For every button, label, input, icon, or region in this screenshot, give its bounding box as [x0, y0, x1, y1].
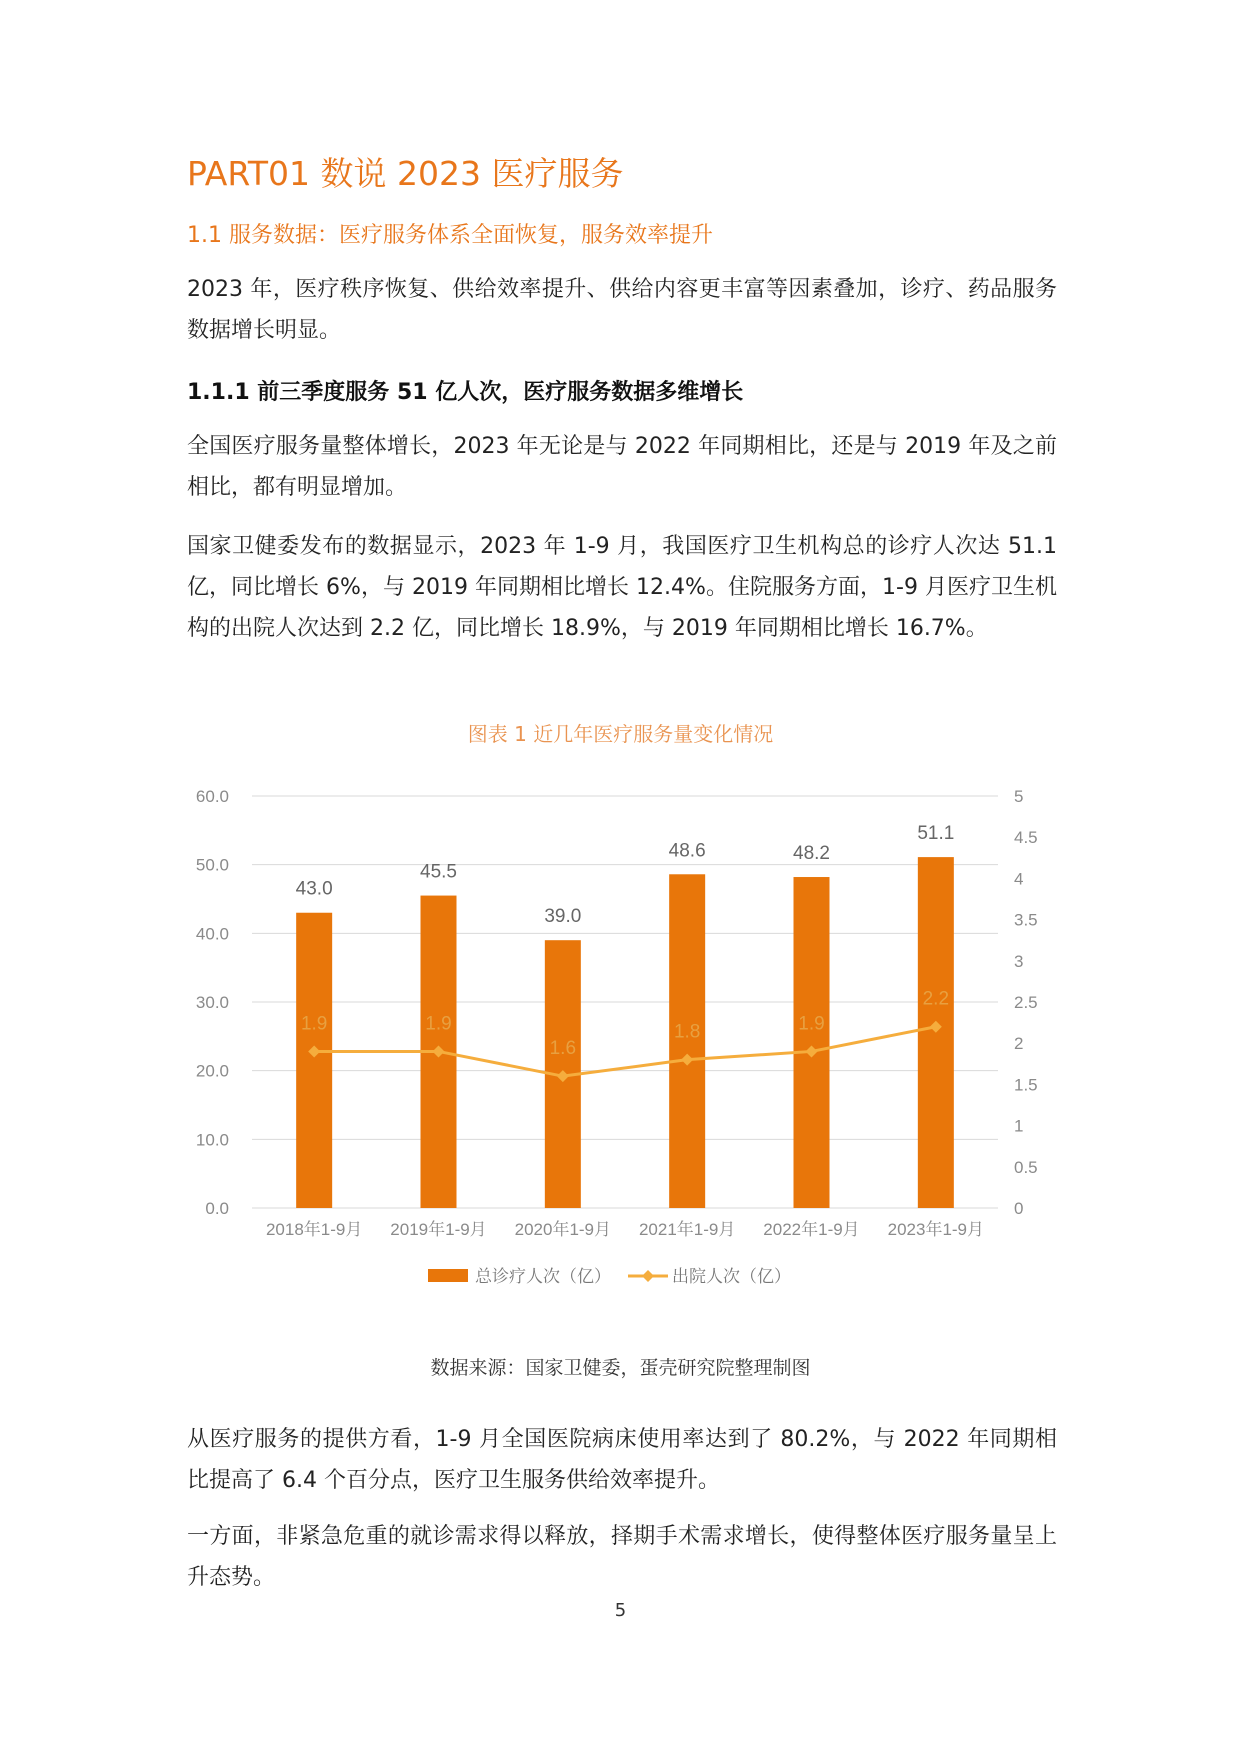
line-data-label: 1.9 [425, 1013, 452, 1035]
bar-data-label: 48.6 [668, 840, 706, 862]
y-right-tick-label: 2 [1014, 1034, 1024, 1054]
y-right-tick-label: 4.5 [1014, 828, 1038, 848]
y-right-tick-label: 4 [1014, 869, 1024, 889]
bar-data-label: 45.5 [420, 861, 457, 883]
figure-caption: 图表 1 近几年医疗服务量变化情况 [467, 722, 774, 746]
bar [296, 913, 332, 1208]
legend-bar-label: 总诊疗人次（亿） [475, 1267, 611, 1287]
page-number: 5 [614, 1600, 627, 1621]
paragraph-nhc-data: 国家卫健委发布的数据显示，2023 年 1-9 月，我国医疗卫生机构总的诊疗人次达 51.1 亿，同比增长 6%，与 2019 年同期相比增长 12.4%。住院服务方面，1-9 月医疗卫生机构的出院人次达到 2.2 亿，同比增长 18.9%，与 2019 年同期相比增长 16.7%。 [187, 534, 1057, 641]
y-right-tick-label: 1 [1014, 1116, 1024, 1136]
y-left-tick-label: 20.0 [195, 1061, 229, 1081]
part-title: PART01 数说 2023 医疗服务 [187, 154, 624, 193]
medical-service-chart [190, 775, 1050, 1295]
x-category-label: 2019年1-9月 [390, 1220, 487, 1239]
line-data-label: 1.9 [798, 1013, 825, 1035]
chart-legend [428, 1267, 791, 1287]
y-left-tick-label: 50.0 [195, 855, 229, 875]
y-right-tick-label: 0.5 [1014, 1157, 1038, 1177]
x-category-label: 2018年1-9月 [265, 1220, 363, 1239]
bar-data-label: 39.0 [544, 906, 582, 928]
paragraph-bed-usage: 从医疗服务的提供方看，1-9 月全国医院病床使用率达到了 80.2%，与 2022 年同期相比提高了 6.4 个百分点，医疗卫生服务供给效率提升。 [187, 1427, 1057, 1493]
paragraph-intro: 2023 年，医疗秩序恢复、供给效率提升、供给内容更丰富等因素叠加，诊疗、药品服务数据增长明显。 [187, 277, 1057, 343]
legend-line-label: 出院人次（亿） [672, 1267, 791, 1287]
x-category-label: 2021年1-9月 [638, 1220, 736, 1239]
y-right-tick-label: 3 [1014, 951, 1024, 971]
x-category-label: 2022年1-9月 [763, 1220, 860, 1239]
line-data-label: 2.2 [922, 988, 950, 1010]
legend-line-marker [642, 1270, 654, 1282]
y-left-tick-label: 10.0 [195, 1130, 229, 1150]
y-left-tick-label: 60.0 [195, 787, 229, 806]
figure-source: 数据来源：国家卫健委，蛋壳研究院整理制图 [430, 1357, 811, 1379]
y-left-tick-label: 30.0 [195, 993, 229, 1012]
line-series-path [314, 1027, 936, 1076]
y-right-tick-label: 0 [1014, 1199, 1024, 1218]
paragraph-overall-growth: 全国医疗服务量整体增长，2023 年无论是与 2022 年同期相比，还是与 2019 年及之前相比，都有明显增加。 [187, 434, 1057, 500]
chart-bars [296, 857, 954, 1208]
bar-data-label: 43.0 [295, 878, 333, 900]
paragraph-demand: 一方面，非紧急危重的就诊需求得以释放，择期手术需求增长，使得整体医疗服务量呈上升态势。 [187, 1524, 1057, 1590]
bar [794, 877, 830, 1208]
section-title: 1.1 服务数据：医疗服务体系全面恢复，服务效率提升 [187, 223, 713, 248]
y-right-tick-label: 2.5 [1014, 993, 1038, 1012]
x-category-label: 2020年1-9月 [514, 1220, 612, 1239]
x-category-label: 2023年1-9月 [887, 1220, 985, 1239]
chart-line [308, 1021, 942, 1082]
bar-data-label: 51.1 [917, 823, 955, 845]
y-right-tick-label: 1.5 [1014, 1075, 1038, 1095]
line-data-label: 1.8 [673, 1021, 701, 1043]
y-right-tick-label: 3.5 [1014, 910, 1038, 930]
legend-bar-swatch [428, 1269, 468, 1282]
line-data-label: 1.9 [300, 1013, 328, 1035]
subsection-title: 1.1.1 前三季度服务 51 亿人次，医疗服务数据多维增长 [187, 380, 744, 405]
line-data-label: 1.6 [549, 1038, 577, 1060]
bar-data-label: 48.2 [793, 843, 830, 865]
y-left-tick-label: 40.0 [195, 924, 229, 944]
y-left-tick-label: 0.0 [205, 1199, 229, 1218]
y-right-tick-label: 5 [1014, 787, 1024, 806]
chart-gridlines [252, 796, 998, 1208]
